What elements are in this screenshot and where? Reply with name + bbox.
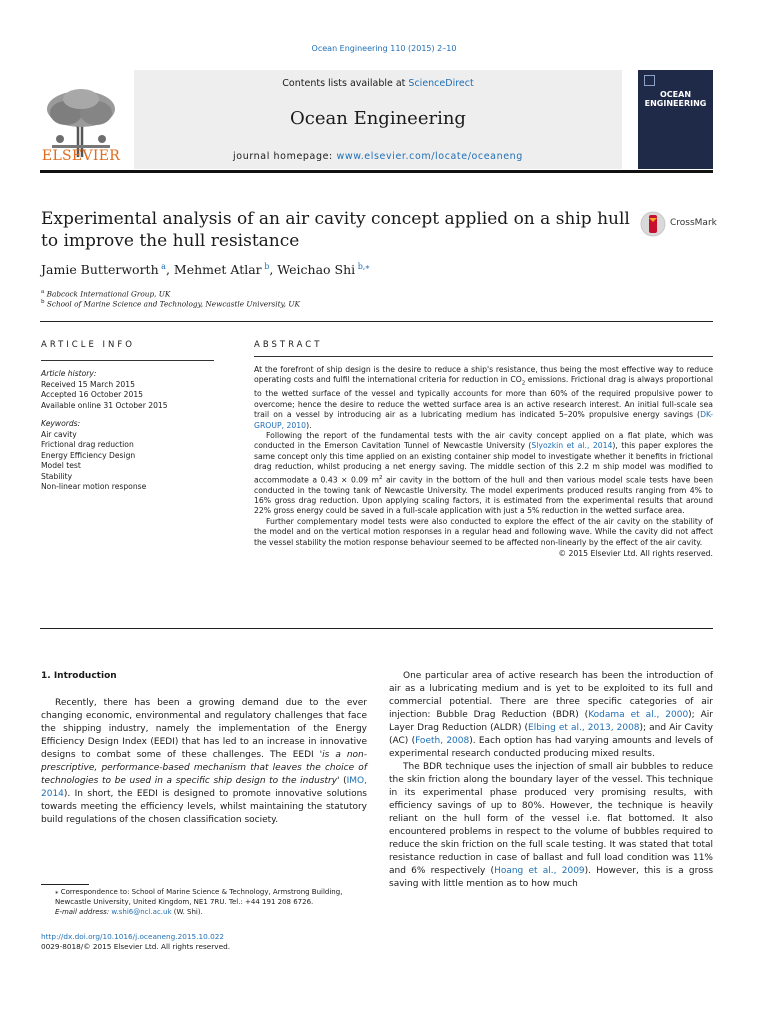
keyword[interactable]: Non-linear motion response <box>41 482 147 491</box>
keyword[interactable]: Stability <box>41 471 73 481</box>
author-affil-sup[interactable]: b <box>264 262 270 271</box>
journal-citation[interactable]: Ocean Engineering 110 (2015) 2–10 <box>311 44 457 53</box>
journal-masthead <box>40 70 713 170</box>
journal-title: Ocean Engineering <box>290 108 466 129</box>
author-name[interactable]: Weichao Shi <box>277 262 356 278</box>
author-affil-sup[interactable]: a <box>161 262 166 271</box>
article-info <box>41 340 214 493</box>
abstract-heading: ABSTRACT <box>254 340 323 350</box>
author-list: Jamie Butterworth $^a$, Mehmet Atlar $^b$, Weichao Shi $^{b,⁎}$ <box>41 262 370 278</box>
contents-line <box>134 78 622 89</box>
reference-link[interactable]: Kodama et al., 2000 <box>588 710 689 720</box>
abstract-paragraph: Following the report of the fundamental tests with the air cavity concept applied on a flat plate, which was conducted in the Emerson Cavitation Tunnel of Newcastle University (Slyozkin et al., 2014), this paper explores the same concept only this time applied on an existing container ship model to investigate whether it benefits in frictional drag reduction, whilst producing a net energy saving. The middle section of this 2.2 m ship model was modified to accommodate a 0.43 × 0.09 $m^2$ air cavity in the bottom of the hull and then various model scale tests have been conducted in the towing tank of Newcastle University. The model experiments produced results ranging from 4% to 16% gross drag reduction. Upon applying scaling factors, it is estimated from the experimental results that around 22% gross energy could be saved in a full-scale application with just a 5% reduction in the wetted surface area. <box>254 430 714 516</box>
homepage-link[interactable]: www.elsevier.com/locate/oceaneng <box>336 151 523 162</box>
abstract-divider <box>40 628 713 629</box>
keyword[interactable]: Frictional drag reduction <box>41 440 134 449</box>
affiliation: $^b$ School of Marine Science and Technology, Newcastle University, UK <box>41 299 300 309</box>
reference-link[interactable]: Slyozkin et al., 2014 <box>531 441 613 451</box>
keywords-label: Keywords: <box>41 419 81 428</box>
doi-link[interactable]: http://dx.doi.org/10.1016/j.oceaneng.2015.10.022 <box>41 932 225 941</box>
crossmark-badge[interactable] <box>640 210 720 240</box>
body-paragraph: Recently, there has been a growing demand due to the ever changing economic, environmental and regulatory challenges that face the shipping industry, namely the implementation of the Energy Efficiency Design Index (EEDI) that has led to an increase in innovative designs to combat some of these challenges. The EEDI 'is a non-prescriptive, performance-based mechanism that leaves the choice of technologies to be used in a specific ship design to the industry' (IMO, 2014). In short, the EEDI is designed to promote innovative solutions towards meeting the efficiency levels, whilst maintaining the statutory build regulations of the chosen classification society. <box>41 698 367 825</box>
masthead-divider <box>40 170 713 173</box>
journal-cover-image[interactable] <box>638 70 713 169</box>
article-info-heading: ARTICLE INFO <box>41 340 135 350</box>
masthead-center-panel <box>134 70 622 169</box>
homepage-line <box>134 151 622 162</box>
contents-prefix: Contents lists available at <box>282 78 409 89</box>
header-divider <box>40 321 713 322</box>
reference-link[interactable]: Foeth, 2008 <box>415 736 470 746</box>
abstract-paragraph: Further complementary model tests were also conducted to explore the effect of the air cavity on the stability of the model and on the vertical motion responses in a regular head and following wave. While the cavity did not affect the vessel stability the motion response behaviour seemed to be affected non-linearly by the effect of the air cavity. <box>254 516 713 547</box>
cover-title-line2: ENGINEERING <box>644 99 707 108</box>
history-item: Available online 31 October 2015 <box>41 400 168 410</box>
crossmark-label: CrossMark <box>670 218 717 228</box>
section-title: 1. Introduction <box>41 671 117 681</box>
author-name[interactable]: Jamie Butterworth <box>41 262 159 278</box>
issn-line: 0029-8018/© 2015 Elsevier Ltd. All rights reserved. <box>41 942 231 951</box>
homepage-prefix: journal homepage: <box>233 151 337 162</box>
crossmark-icon <box>640 210 666 238</box>
body-paragraph: One particular area of active research has been the introduction of air as a lubricating medium and is yet to be exploited to its full and commercial potential. There are three specific categories of air injection: Bubble Drag Reduction (BDR) (Kodama et al., 2000); Air Layer Drag Reduction (ALDR) (Elbing et al., 2013, 2008); and Air Cavity (AC) (Foeth, 2008). Each option has had varying amounts and levels of experimental research conducted producing mixed results. <box>389 671 714 759</box>
abstract-paragraph: At the forefront of ship design is the desire to reduce a ship's resistance, thus being the most effective way to reduce operating costs and fulfil the international criteria for reduction in $CO_2$ emissions. Frictional drag is always proportional to the wetted surface of the vessel and typically accounts for more than 60% of the required propulsive power to overcome; hence the desire to reduce the wetted surface area is an active research interest. An initial full-scale sea trail on a vessel by introducing air as a lubricating medium has indicated 5–20% propulsive energy savings (DK-GROUP, 2010). <box>254 365 713 430</box>
footnote-rule <box>41 884 89 885</box>
abstract-copyright: © 2015 Elsevier Ltd. All rights reserved. <box>558 549 713 558</box>
affiliation: $^a$ Babcock International Group, UK <box>41 289 171 299</box>
body-paragraph: The BDR technique uses the injection of small air bubbles to reduce the skin friction along the boundary layer of the vessel. This technique in its experimental phase produced very promising results, with efficiency savings of up to 80%. However, the technique is heavily reliant on the hull form of the vessel i.e. flat bottomed. It also encountered problems in respect to the volume of bubbles required to reduce the skin friction on the full scale testing. It was stated that total resistance reduction in case of ballast and full load condition was 11% and 6% respectively (Hoang et al., 2009). However, this is a gross saving with little mention as to how much <box>389 762 714 889</box>
correspondence-footnote <box>41 887 367 917</box>
keyword[interactable]: Model test <box>41 461 81 470</box>
email-link[interactable]: w.shi6@ncl.ac.uk <box>111 908 172 916</box>
reference-link[interactable]: Elbing et al., 2013, 2008 <box>528 723 640 733</box>
reference-link[interactable]: IMO, 2014 <box>41 776 367 799</box>
cover-title-line1: OCEAN <box>659 90 692 99</box>
reference-link[interactable]: DK-GROUP, 2010 <box>254 410 713 430</box>
history-item: Received 15 March 2015 <box>41 379 135 389</box>
abstract <box>254 340 713 558</box>
body-column-right <box>389 670 713 891</box>
sciencedirect-link[interactable]: ScienceDirect <box>408 78 474 89</box>
section-rule <box>254 356 713 357</box>
history-item: Accepted 16 October 2015 <box>41 390 143 399</box>
body-column-left <box>41 670 367 827</box>
cover-title <box>638 90 713 108</box>
author-affil-sup[interactable]: b,⁎ <box>357 262 370 271</box>
reference-link[interactable]: Hoang et al., 2009 <box>494 866 585 876</box>
footnote-email-line: E-mail address: w.shi6@ncl.ac.uk (W. Shi). <box>55 908 203 916</box>
author-name[interactable]: Mehmet Atlar <box>173 262 262 278</box>
cover-publisher-icon <box>644 75 655 86</box>
doi-block <box>41 932 230 952</box>
keyword[interactable]: Energy Efficiency Design <box>41 450 136 460</box>
history-label: Article history: <box>41 369 97 378</box>
elsevier-wordmark: ELSEVIER <box>41 148 121 164</box>
section-rule <box>41 360 214 361</box>
footnote-text: ⁎ Correspondence to: School of Marine Science & Technology, Armstrong Building, Newcastle University, United Kingdom, NE1 7RU. Tel.: +44 191 208 6726. <box>55 888 343 906</box>
article-title: Experimental analysis of an air cavity concept applied on a ship hull to improve the hull resistance <box>41 209 630 251</box>
keyword[interactable]: Air cavity <box>41 429 77 439</box>
